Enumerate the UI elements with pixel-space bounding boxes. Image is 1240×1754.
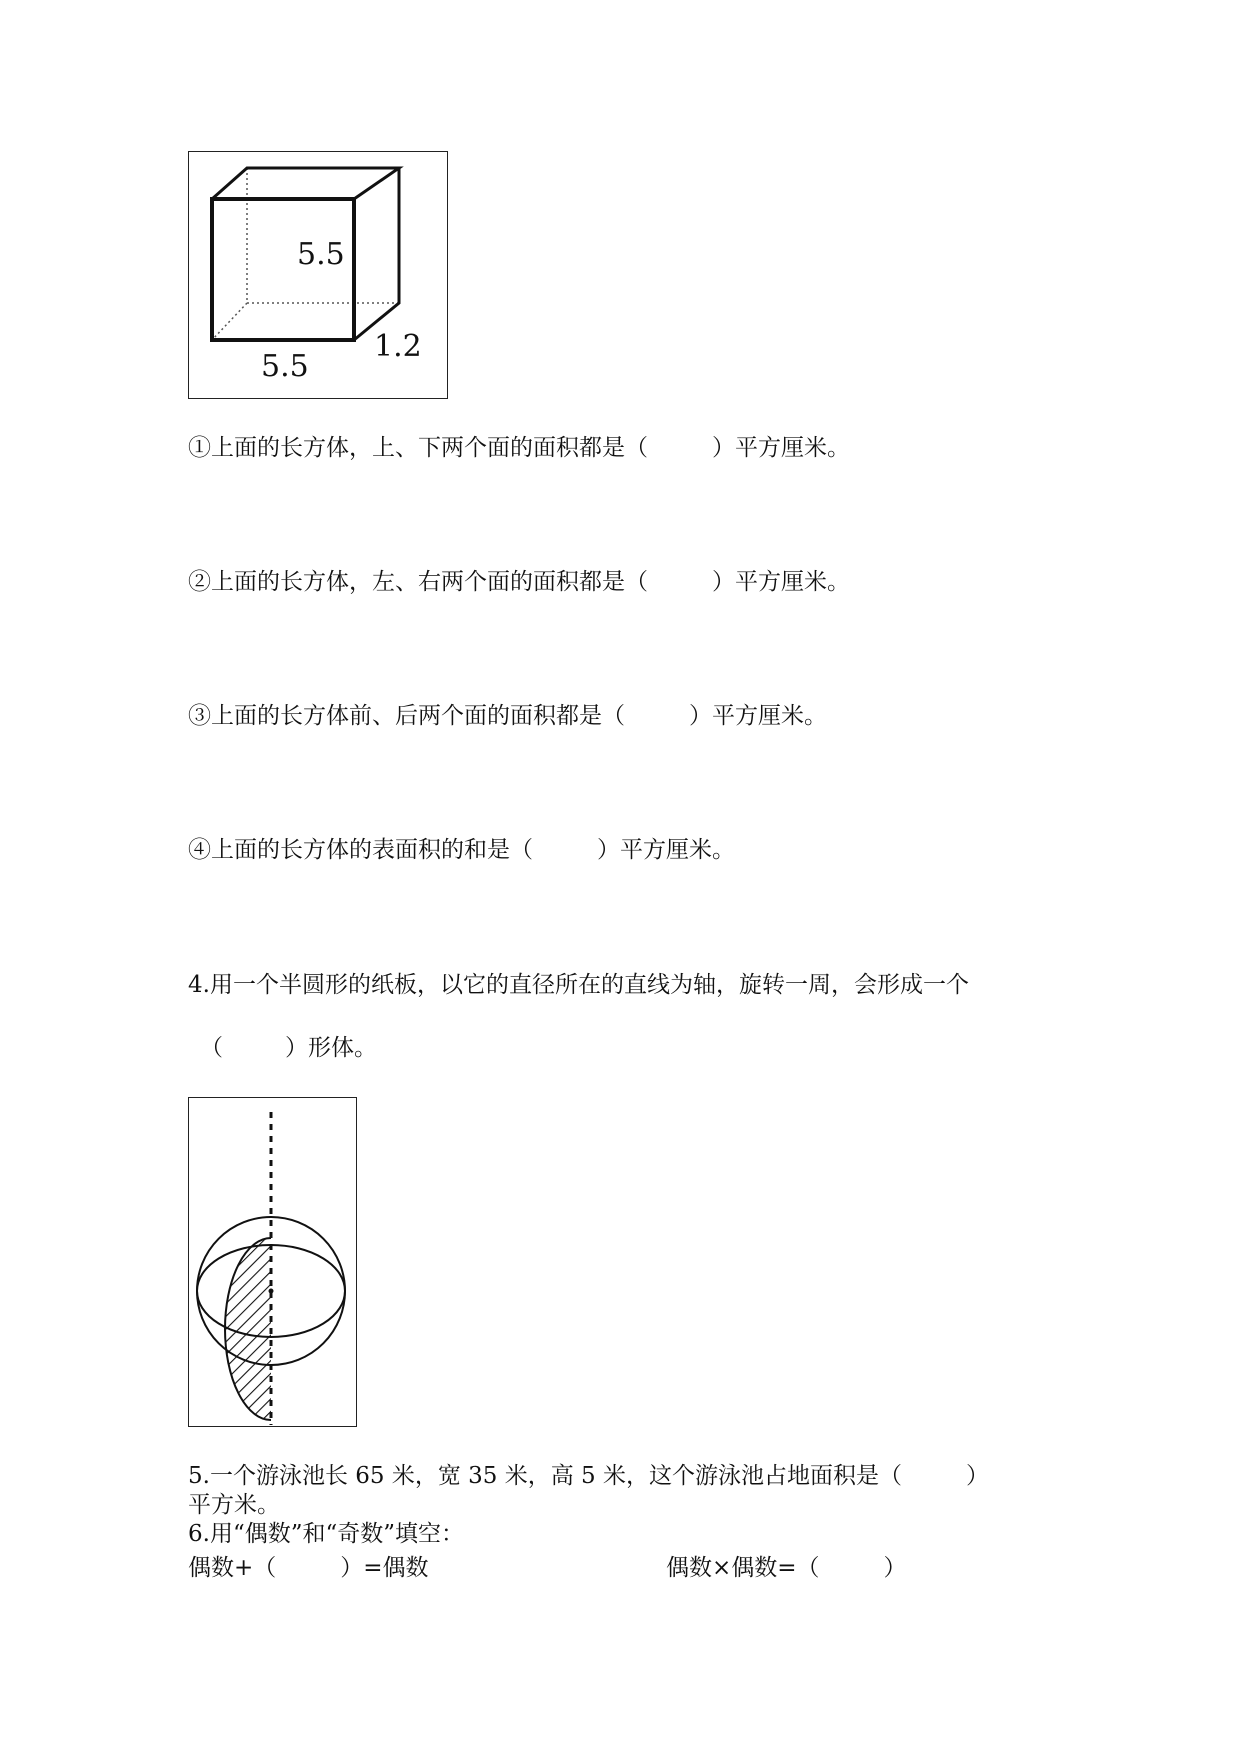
q6-right-blank-item xyxy=(666,1553,907,1583)
item-text-before: 上面的长方体的表面积的和是（ xyxy=(211,837,533,863)
q3-item-1 xyxy=(188,433,850,463)
item-text-after: ）平方厘米。 xyxy=(689,703,827,729)
q5-line-2: 平方米。 xyxy=(188,1492,280,1518)
q5-text-after: ） xyxy=(965,1463,989,1489)
q6-left-after: ）=偶数 xyxy=(340,1555,429,1581)
q3-item-4 xyxy=(188,835,735,865)
length-label: 5.5 xyxy=(261,349,309,384)
item-text-after: ）平方厘米。 xyxy=(712,435,850,461)
q6-title: 6.用“偶数”和“奇数”填空： xyxy=(188,1521,464,1547)
q4-line-1: 4.用一个半圆形的纸板，以它的直径所在的直线为轴，旋转一周，会形成一个 xyxy=(188,972,969,998)
item-text-before: 上面的长方体前、后两个面的面积都是（ xyxy=(211,703,625,729)
item-marker: ① xyxy=(188,435,211,461)
sphere-drawing xyxy=(189,1098,355,1425)
sphere-figure xyxy=(188,1097,357,1427)
item-marker: ④ xyxy=(188,837,211,863)
item-text-after: ）平方厘米。 xyxy=(712,569,850,595)
q3-item-2 xyxy=(188,567,850,597)
top-face xyxy=(212,168,399,199)
hidden-edge-depth xyxy=(212,303,247,340)
cuboid-figure xyxy=(188,151,448,399)
cuboid-drawing xyxy=(189,152,446,397)
q6-right-before: 偶数×偶数=（ xyxy=(666,1555,820,1581)
item-text-before: 上面的长方体，左、右两个面的面积都是（ xyxy=(211,569,648,595)
q3-item-3 xyxy=(188,701,827,731)
height-label: 5.5 xyxy=(297,237,345,272)
center-point xyxy=(269,1289,274,1294)
item-marker: ③ xyxy=(188,703,211,729)
q5-line-1 xyxy=(188,1461,989,1491)
q6-left-blank-item xyxy=(188,1553,429,1583)
q4-line-2 xyxy=(200,1033,377,1063)
width-label: 1.2 xyxy=(374,329,422,364)
q4-text-after: ）形体。 xyxy=(285,1035,377,1061)
q4-paren-open: （ xyxy=(200,1035,223,1061)
q6-left-before: 偶数+（ xyxy=(188,1555,277,1581)
item-text-after: ）平方厘米。 xyxy=(597,837,735,863)
item-text-before: 上面的长方体，上、下两个面的面积都是（ xyxy=(211,435,648,461)
q6-right-after: ） xyxy=(883,1555,907,1581)
item-marker: ② xyxy=(188,569,211,595)
hatched-semicircle xyxy=(225,1238,271,1420)
q5-text-before: 5.一个游泳池长 65 米，宽 35 米，高 5 米，这个游泳池占地面积是（ xyxy=(188,1463,902,1489)
